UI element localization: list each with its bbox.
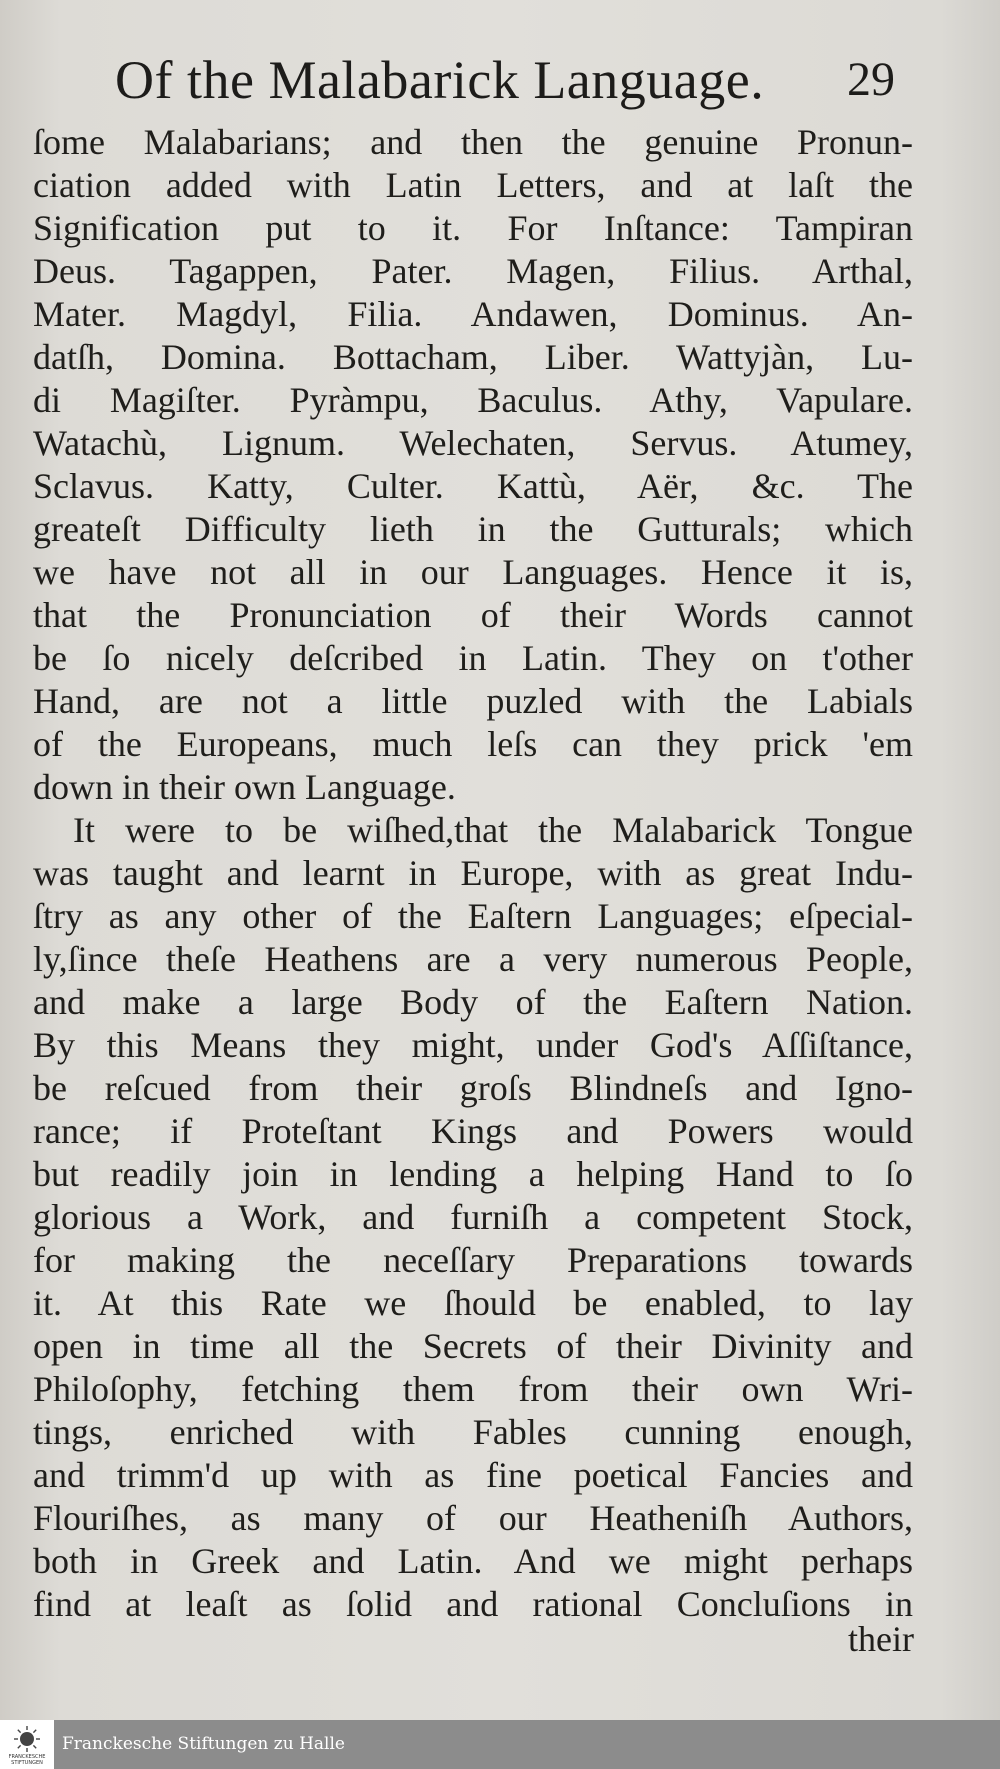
institution-name: Franckesche Stiftungen zu Halle: [62, 1734, 345, 1754]
text-line: di Magiſter. Pyràmpu, Baculus. Athy, Vapulare.: [33, 380, 913, 420]
text-line: ſome Malabarians; and then the genuine Pronun-: [33, 122, 913, 162]
text-line: of the Europeans, much leſs can they prick 'em: [33, 724, 913, 764]
text-line: Flouriſhes, as many of our Heatheniſh Authors,: [33, 1498, 913, 1538]
text-line: Watachù, Lignum. Welechaten, Servus. Atumey,: [33, 423, 913, 463]
text-line: datſh, Domina. Bottacham, Liber. Wattyjàn, Lu-: [33, 337, 913, 377]
paragraph-start-line: It were to be wiſhed,that the Malabarick Tongue: [73, 810, 913, 850]
text-line: we have not all in our Languages. Hence it is,: [33, 552, 913, 592]
text-line: that the Pronunciation of their Words cannot: [33, 595, 913, 635]
text-line: rance; if Proteſtant Kings and Powers would: [33, 1111, 913, 1151]
text-line: Philoſophy, fetching them from their own Wri-: [33, 1369, 913, 1409]
body-text: [33, 121, 913, 1626]
text-line: Deus. Tagappen, Pater. Magen, Filius. Arthal,: [33, 251, 913, 291]
text-line: ciation added with Latin Letters, and at laſt the: [33, 165, 913, 205]
text-line: Hand, are not a little puzled with the Labials: [33, 681, 913, 721]
footer-bar: [0, 1720, 1000, 1769]
text-line: Sclavus. Katty, Culter. Kattù, Aër, &c. The: [33, 466, 913, 506]
text-line: was taught and learnt in Europe, with as great Indu-: [33, 853, 913, 893]
text-line: for making the neceſſary Preparations towards: [33, 1240, 913, 1280]
text-line: both in Greek and Latin. And we might perhaps: [33, 1541, 913, 1581]
text-line: ly,ſince theſe Heathens are a very numerous People,: [33, 939, 913, 979]
logo-lettering: FRANCKESCHE STIFTUNGEN: [8, 1754, 46, 1766]
page-number: 29: [847, 53, 895, 106]
text-line: tings, enriched with Fables cunning enough,: [33, 1412, 913, 1452]
text-line: be ſo nicely deſcribed in Latin. They on t'other: [33, 638, 913, 678]
page-header: [115, 48, 895, 118]
text-line: open in time all the Secrets of their Divinity and: [33, 1326, 913, 1366]
text-line: Signification put to it. For Inſtance: Tampiran: [33, 208, 913, 248]
text-line: but readily join in lending a helping Hand to ſo: [33, 1154, 913, 1194]
text-line: ſtry as any other of the Eaſtern Languages; eſpecial-: [33, 896, 913, 936]
text-line: down in their own Language.: [33, 767, 456, 807]
text-line: By this Means they might, under God's Aſſiſtance,: [33, 1025, 913, 1065]
text-line: Mater. Magdyl, Filia. Andawen, Dominus. An-: [33, 294, 913, 334]
text-line: find at leaſt as ſolid and rational Concluſions in: [33, 1584, 913, 1624]
running-title: Of the Malabarick Language.: [115, 50, 765, 110]
catchword: their: [848, 1619, 914, 1659]
text-line: be reſcued from their groſs Blindneſs and Igno-: [33, 1068, 913, 1108]
institution-logo: [0, 1720, 54, 1769]
text-line: glorious a Work, and furniſh a competent Stock,: [33, 1197, 913, 1237]
text-line: greateſt Difficulty lieth in the Gutturals; which: [33, 509, 913, 549]
sun-emblem-icon: [13, 1725, 41, 1753]
text-line: and make a large Body of the Eaſtern Nation.: [33, 982, 913, 1022]
text-line: it. At this Rate we ſhould be enabled, to lay: [33, 1283, 913, 1323]
text-line: and trimm'd up with as fine poetical Fancies and: [33, 1455, 913, 1495]
